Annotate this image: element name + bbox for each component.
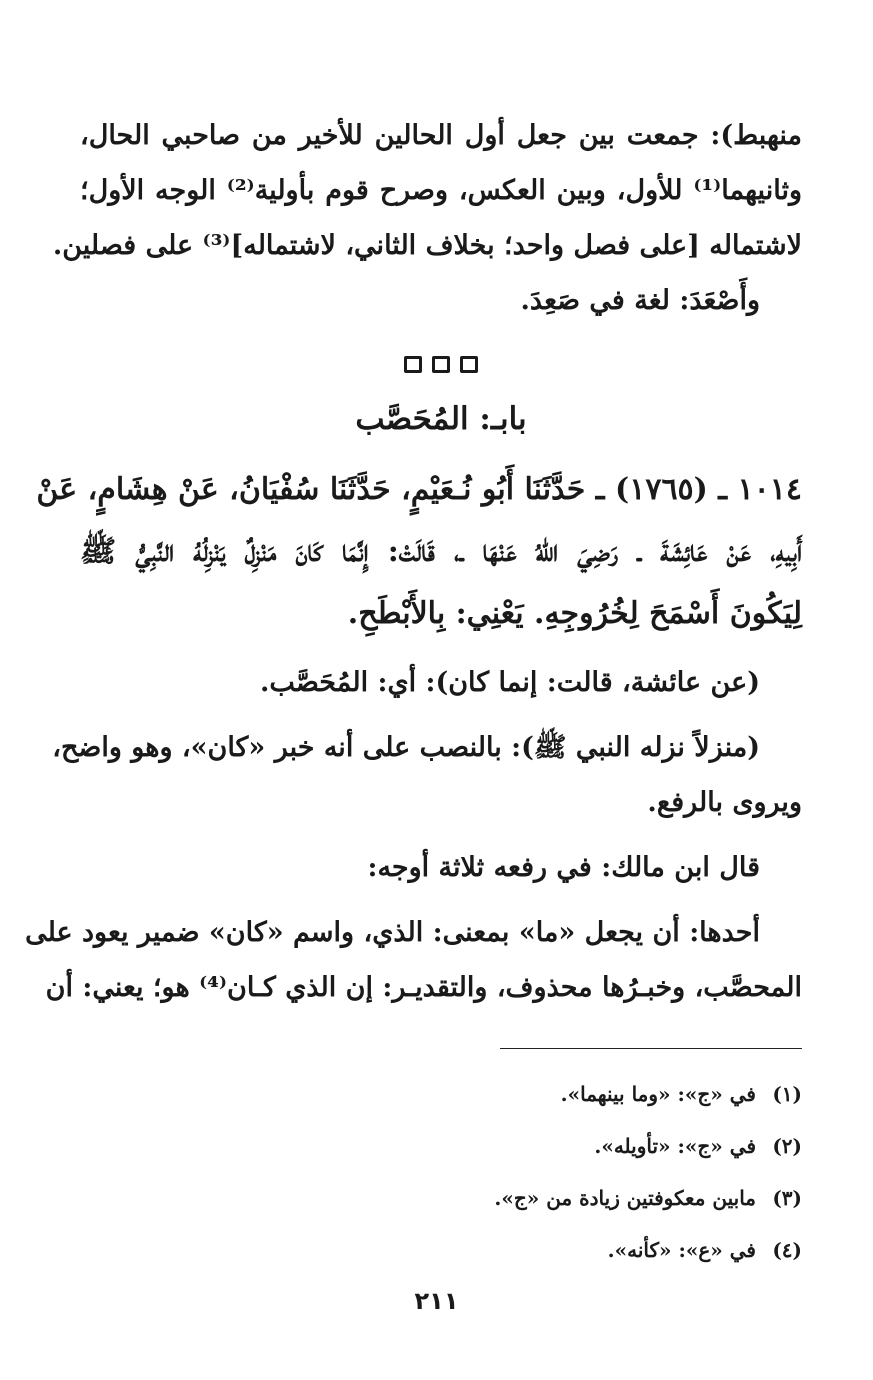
page-body [25, 108, 802, 1358]
footnote-text: في «ج»: «وما بينهما». [560, 1082, 756, 1106]
top-paragraph-line-1: منهبط): جمعت بين جعل أول الحالين للأخير من صاحبي الحال، [80, 120, 802, 151]
footnote-number: (٢) [772, 1134, 802, 1158]
commentary-paragraph-3: قال ابن مالك: في رفعه ثلاثة أوجه: [367, 852, 760, 883]
footnotes [80, 1068, 802, 1276]
footnote-number: (١) [772, 1082, 802, 1106]
footnote-item [80, 1068, 802, 1120]
footnote-number: (٣) [772, 1186, 802, 1210]
footnote-text: مابين معكوفتين زيادة من «ج». [494, 1186, 756, 1210]
page-number: ٢١١ [414, 1287, 459, 1315]
hadith-line-2: أَبِيهِ، عَنْ عَائِشَةَ ـ رَضِيَ اللهُ عَنْهَا ـ، قَالَتْ: إِنَّمَا كَانَ مَنْزِلٌ يَنْزِلُهُ النَّبِيُّ ﷺ [80, 534, 802, 569]
top-paragraph-line-3: لاشتماله [على فصل واحد؛ بخلاف الثاني، لاشتماله]⁽³⁾ على فصلين. [52, 230, 802, 261]
hadith-line-1: ١٠١٤ ـ (١٧٦٥) ـ حَدَّثَنَا أَبُو نُـعَيْمٍ، حَدَّثَنَا سُفْيَانُ، عَنْ هِشَامٍ، عَنْ [36, 472, 802, 507]
footnote-text: في «ع»: «كأنه». [607, 1238, 756, 1262]
gloss-line: وأَصْعَدَ: لغة في صَعِدَ. [520, 285, 760, 316]
footnote-item [80, 1172, 802, 1224]
top-paragraph-line-2: وثانيهما⁽¹⁾ للأول، وبين العكس، وصرح قوم بأولية⁽²⁾ الوجه الأول؛ [80, 175, 802, 206]
footnote-divider [500, 1048, 802, 1049]
footnote-item [80, 1120, 802, 1172]
commentary-paragraph-2-line-2: ويروى بالرفع. [647, 787, 802, 818]
chapter-title: بابـ: المُحَصَّب [355, 401, 527, 437]
ornament-box-icon [404, 356, 422, 373]
footnote-text: في «ج»: «تأويله». [594, 1134, 756, 1158]
commentary-paragraph-4-line-2: المحصَّب، وخبـرُها محذوف، والتقديـر: إن الذي كـان⁽⁴⁾ هو؛ يعني: أن [45, 972, 802, 1003]
commentary-paragraph-1: (عن عائشة، قالت: إنما كان): أي: المُحَصَّب. [259, 667, 760, 698]
section-ornament [80, 356, 802, 377]
commentary-paragraph-4-line-1: أحدها: أن يجعل «ما» بمعنى: الذي، واسم «كان» ضمير يعود على [25, 917, 760, 948]
ornament-box-icon [432, 356, 450, 373]
ornament-box-icon [460, 356, 478, 373]
commentary-paragraph-2-line-1: (منزلاً نزله النبي ﷺ): بالنصب على أنه خبر «كان»، وهو واضح، [52, 732, 760, 763]
footnote-item [80, 1224, 802, 1276]
footnote-number: (٤) [772, 1238, 802, 1262]
hadith-line-3: لِيَكُونَ أَسْمَحَ لِخُرُوجِهِ. يَعْنِي: بِالأَبْطَحِ. [347, 596, 802, 631]
